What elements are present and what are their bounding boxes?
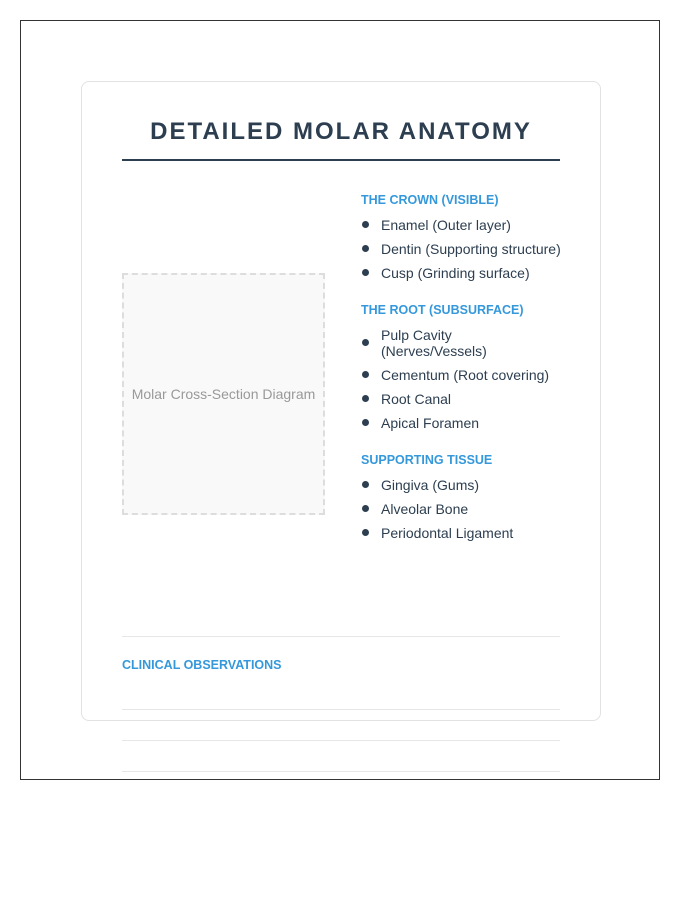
bullet-icon (362, 371, 369, 378)
list-item: Enamel (Outer layer) (361, 217, 561, 233)
anatomy-sections (361, 193, 561, 563)
bullet-icon (362, 339, 369, 346)
bullet-icon (362, 419, 369, 426)
section-supporting-tissue (361, 453, 561, 541)
section-heading: THE CROWN (VISIBLE) (361, 193, 499, 207)
section-root (361, 303, 561, 431)
diagram-placeholder (122, 273, 325, 515)
list-item: Apical Foramen (361, 415, 561, 431)
section-heading: THE ROOT (SUBSURFACE) (361, 303, 524, 317)
list-item: Cusp (Grinding surface) (361, 265, 561, 281)
observations-divider (122, 636, 560, 637)
bullet-icon (362, 529, 369, 536)
list-item: Cementum (Root covering) (361, 367, 561, 383)
list-item: Dentin (Supporting structure) (361, 241, 561, 257)
list-item: Gingiva (Gums) (361, 477, 561, 493)
list-item: Pulp Cavity (Nerves/Vessels) (361, 327, 561, 359)
title-divider (122, 159, 560, 161)
section-heading: SUPPORTING TISSUE (361, 453, 493, 467)
bullet-icon (362, 395, 369, 402)
bullet-icon (362, 269, 369, 276)
bullet-icon (362, 481, 369, 488)
list-item: Alveolar Bone (361, 501, 561, 517)
bullet-icon (362, 505, 369, 512)
note-line (122, 740, 560, 741)
bullet-icon (362, 245, 369, 252)
note-line (122, 771, 560, 772)
diagram-placeholder-label: Molar Cross-Section Diagram (131, 386, 316, 402)
section-crown (361, 193, 561, 281)
list-item: Root Canal (361, 391, 561, 407)
page-title: DETAILED MOLAR ANATOMY (150, 118, 532, 145)
bullet-icon (362, 221, 369, 228)
list-item: Periodontal Ligament (361, 525, 561, 541)
note-line (122, 709, 560, 710)
observations-heading: CLINICAL OBSERVATIONS (122, 658, 282, 672)
